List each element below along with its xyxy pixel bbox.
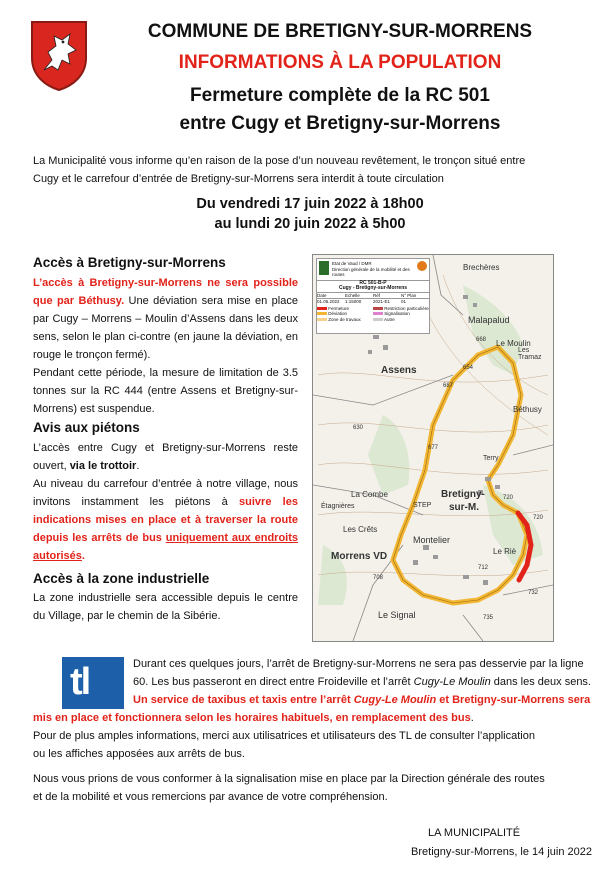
legend-col-plan: N° Plan	[401, 292, 417, 298]
tl-logo-text: tl	[70, 661, 90, 703]
map-label-le-signal: Le Signal	[378, 610, 416, 620]
tl-paragraph-2	[33, 709, 593, 763]
industrial-zone-title: Accès à la zone industrielle	[33, 571, 210, 586]
closure-subtitle: entre Cugy et Bretigny-sur-Morrens	[179, 113, 501, 134]
signature-name: LA MUNICIPALITÉ	[428, 827, 521, 839]
legend-org-1: Etat de Vaud / DMR	[332, 261, 372, 266]
pedestrians-section-title: Avis aux piétons	[33, 420, 140, 435]
legend-item-other: Autre	[384, 316, 395, 322]
map-label-bethusy: Béthusy	[513, 405, 542, 414]
legend-val-plan: 01	[401, 299, 407, 304]
tl-red-period: .	[470, 712, 474, 724]
tl-line-4: ou les affiches apposées aux arrêts de bus.	[33, 748, 245, 760]
map-legend	[316, 258, 430, 334]
pedestrians-text-1: L’accès entre Cugy et Bretigny-sur-Morrens reste ouvert,	[33, 442, 298, 472]
legend-org-2: Direction générale de la mobilité et des routes	[332, 266, 410, 277]
tl-stop-name: Cugy-Le Moulin	[413, 676, 491, 688]
pedestrians-underlined-text: uniquement aux endroits autorisés	[33, 532, 298, 562]
map-label-brecheres: Brechères	[463, 263, 500, 272]
map-label-morrens: Morrens VD	[331, 551, 388, 562]
map-number: 732	[528, 590, 539, 596]
vaud-flag-icon	[319, 261, 329, 275]
tl-line-2a: 60. Les bus passeront en direct entre Froideville et l’arrêt	[133, 676, 414, 688]
map-number: 687	[443, 383, 454, 389]
intro-line-2: Cugy et le carrefour d’entrée de Bretigny-sur-Morrens sera interdit à toute circulation	[33, 173, 444, 185]
access-text-2: Pendant cette période, la mesure de limitation de 3.5 tonnes sur la RC 444 (entre Assens et Bretigny-sur-Morrens) est suspendue.	[33, 367, 298, 415]
intro-paragraph	[33, 152, 593, 188]
map-label-assens: Assens	[381, 365, 417, 376]
pedestrians-period: .	[136, 460, 140, 472]
map-label-les-crets: Les Crêts	[343, 525, 378, 534]
pedestrians-paragraph	[33, 439, 298, 565]
legend-item-restriction: Restriction particulière	[384, 305, 429, 311]
tl-line-2b: dans les deux sens.	[490, 676, 591, 688]
map-number: 712	[478, 565, 489, 571]
map-label-bretigny: Bretigny-	[441, 489, 485, 500]
tl-red-line-1	[133, 691, 591, 709]
access-red-text: L’accès à Bretigny-sur-Morrens ne sera possible que par Béthusy.	[33, 277, 298, 307]
tl-red-1b: et Bretigny-sur-Morrens sera	[436, 694, 591, 706]
legend-col-scale: Echelle	[345, 292, 360, 298]
closing-line-2: et de la mobilité et vous remercions par avance de votre compréhension.	[33, 791, 388, 803]
commune-title: COMMUNE DE BRETIGNY-SUR-MORRENS	[147, 21, 533, 42]
map-number: 735	[483, 615, 494, 621]
legend-ref: RC 501-B-P	[317, 280, 429, 287]
legend-col-date: Date	[317, 292, 327, 298]
legend-col-ref: Réf	[373, 292, 381, 298]
closure-title: Fermeture complète de la RC 501	[190, 85, 490, 106]
date-from: Du vendredi 17 juin 2022 à 18h00	[196, 196, 424, 212]
map-label-etagnieres: Étagnières	[321, 503, 355, 510]
tl-logo	[62, 657, 124, 709]
map-number: 677	[428, 445, 439, 451]
tl-line-3: Pour de plus amples informations, merci aux utilisatrices et utilisateurs des TL de consulter l’application	[33, 730, 535, 742]
map-label-step: STEP	[413, 502, 432, 509]
pedestrians-red-text: suivre les indications mises en place et à traverser la route depuis les arrêts de bus	[33, 496, 298, 544]
closing-paragraph	[33, 770, 593, 806]
closing-line-1: Nous vous prions de vous conformer à la signalisation mise en place par la Direction générale des routes	[33, 773, 545, 785]
detour-map	[312, 254, 554, 642]
pedestrians-end: .	[81, 550, 85, 562]
coat-of-arms-logo	[30, 20, 88, 92]
legend-val-date: 01.06.2022	[317, 299, 340, 304]
map-label-bretigny-2: sur-M.	[449, 502, 479, 513]
access-section-title: Accès à Bretigny-sur-Morrens	[33, 255, 226, 270]
map-label-malapalud: Malapalud	[468, 315, 510, 325]
map-label-terry: Terry	[483, 455, 499, 462]
legend-item-closure: Fermeture	[328, 305, 350, 311]
map-label-les-tramaz: Les Tramaz	[518, 347, 542, 361]
map-label-le-rie: Le Riè	[493, 547, 517, 556]
map-number: 630	[353, 425, 364, 431]
legend-item-signage: Signalisation	[384, 311, 410, 316]
map-number: 720	[503, 495, 514, 501]
map-number: 668	[476, 337, 487, 343]
map-number: 654	[463, 365, 474, 371]
access-paragraph	[33, 274, 298, 418]
map-label-la-combe: La Combe	[351, 490, 388, 499]
map-label-le-moulin: Le Moulin	[496, 339, 531, 348]
tl-red-1a: Un service de taxibus et taxis entre l’arrêt	[133, 694, 354, 706]
legend-route: Cugy - Bretigny-sur-Morrens	[338, 285, 408, 291]
access-text: Une déviation sera mise en place par Cugy – Morrens – Moulin d’Assens dans les deux sens, selon le plan ci-contre (en jaune la déviation, en rouge le tronçon fermé).	[33, 295, 298, 361]
information-title: INFORMATIONS À LA POPULATION	[178, 52, 502, 73]
tl-line-2	[133, 673, 591, 691]
pedestrians-text-2: Au niveau du carrefour d’entrée à notre village, nous invitons instamment les piétons à	[33, 478, 298, 508]
tl-line-1: Durant ces quelques jours, l’arrêt de Bretigny-sur-Morrens ne sera pas desservie par la ligne	[133, 658, 584, 670]
legend-item-detour: Déviation	[328, 311, 348, 316]
legend-val-scale: 1:15000	[345, 299, 362, 304]
signature-place-date: Bretigny-sur-Morrens, le 14 juin 2022	[411, 846, 592, 858]
legend-val-ref: 2021-E1	[373, 299, 391, 304]
map-label-montelier: Montelier	[413, 535, 451, 545]
tl-red-stop-name: Cugy-Le Moulin	[353, 694, 437, 706]
map-number: 708	[373, 575, 384, 581]
target-icon	[417, 261, 427, 271]
tl-paragraph	[133, 655, 591, 709]
pedestrians-sidewalk: via le trottoir	[69, 460, 137, 472]
industrial-zone-paragraph: La zone industrielle sera accessible depuis le centre du Village, par le chemin de la Sibérie.	[33, 592, 298, 622]
intro-line-1: La Municipalité vous informe qu’en raison de la pose d’un nouveau revêtement, le tronçon situé entre	[33, 155, 526, 167]
date-to: au lundi 20 juin 2022 à 5h00	[214, 216, 406, 232]
tl-red-line-2: mis en place et fonctionnera selon les horaires habituels, en remplacement des bus	[33, 712, 471, 724]
map-number: 720	[533, 515, 544, 521]
legend-item-works: Zone de travaux	[328, 316, 361, 322]
